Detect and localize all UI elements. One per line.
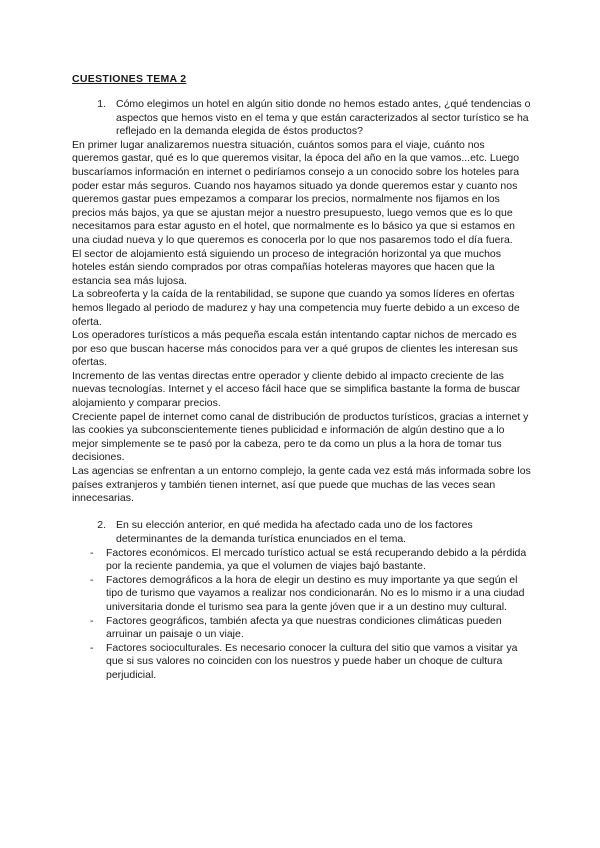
answer-1-paragraph: La sobreoferta y la caída de la rentabilidad, se supone que cuando ya somos líderes en ofertas hemos llegado al periodo de madurez y hay una competencia muy fuerte debido a un exceso de oferta. (72, 288, 520, 328)
question-2-text: En su elección anterior, en qué medida ha afectado cada uno de los factores determinantes de la demanda turística enunciados en el tema. (116, 519, 473, 545)
question-1-number: 1. (97, 98, 106, 110)
list-item-text: Factores socioculturales. Es necesario conocer la cultura del sitio que vamos a visitar ya que si sus valores no coinciden con los nuestros y puede haber un choque de cultura perjudicial. (106, 641, 518, 681)
answer-1-paragraph: El sector de alojamiento está siguiendo un proceso de integración horizontal ya que muchos hoteles están siendo comprados por otras compañías hoteleras mayores que hacen que la estancia sea más lujosa. (72, 247, 502, 287)
question-1 (72, 98, 532, 139)
bullet-marker: - (90, 573, 94, 586)
answer-1-paragraph: Creciente papel de internet como canal de distribución de productos turísticos, gracias a internet y las cookies ya subconscientemente tienes publicidad e información de algún destino que a lo mejor simplemente se te pasó por la cabeza, pero te da como un plus a la hora de tomar tus decisiones. (72, 410, 529, 464)
list-item-text: Factores geográficos, también afecta ya que nuestras condiciones climáticas pueden arruinar un paisaje o un viaje. (106, 614, 502, 641)
list-item (72, 642, 532, 683)
bullet-marker: - (90, 614, 94, 627)
bullet-marker: - (90, 546, 94, 559)
list-item (72, 547, 532, 574)
spacer (72, 506, 532, 520)
list-item-text: Factores económicos. El mercado turístico actual se está recuperando debido a la pérdida por la reciente pandemia, ya que el volumen de viajes bajó bastante. (106, 546, 527, 573)
document-title: CUESTIONES TEMA 2 (72, 73, 187, 85)
list-item (72, 615, 532, 642)
list-item-text: Factores demográficos a la hora de elegir un destino es muy importante ya que según el tipo de turismo que vayamos a realizar nos condicionarán. No es lo mismo ir a una ciudad universitaria donde el turismo sea para la gente jóven que ir a un destino muy cultural. (106, 573, 525, 613)
question-1-text: Cómo elegimos un hotel en algún sitio donde no hemos estado antes, ¿qué tendencias o aspectos que hemos visto en el tema y que están caracterizados al sector turístico se ha reflejado en la demanda elegida de éstos productos? (116, 98, 531, 138)
answer-1-paragraph: Las agencias se enfrentan a un entorno complejo, la gente cada vez está más informada sobre los países extranjeros y también tienen internet, así que puede que muchas de las veces sean innecesarias. (72, 465, 531, 505)
answer-1-paragraph: En primer lugar analizaremos nuestra situación, cuántos somos para el viaje, cuánto nos queremos gastar, qué es lo que queremos visitar, la época del año en la que vamos...etc. Luego buscaríamos información en internet o pediríamos consejo a un conocido sobre los hoteles para poder estar más seguros. Cuando nos hayamos situado ya donde queremos estar y cuanto nos queremos gastar pues empezamos a comparar los precios, normalmente nos fijamos en los precios más bajos, ya que se ajustan mejor a nuestro presupuesto, luego vemos que es lo que necesitamos para estar agusto en el hotel, que normalmente es lo básico ya que si estamos en una ciudad nueva y lo que queremos es conocerla por lo que nos pasaremos todo el día fuera. (72, 138, 520, 246)
document-page (72, 72, 532, 683)
question-2-number: 2. (97, 519, 106, 532)
answer-1-paragraph: Incremento de las ventas directas entre operador y cliente debido al impacto creciente de las nuevas tecnologías. Internet y el acceso fácil hace que se simplifica bastante la forma de buscar alojamiento y comparar precios. (72, 369, 521, 410)
question-2 (72, 519, 532, 546)
answer-1-paragraph: Los operadores turísticos a más pequeña escala están intentando captar nichos de mercado es por eso que buscan hacerse más conocidos para ver a qué grupos de clientes les interesan sus ofertas. (72, 329, 518, 369)
list-item (72, 574, 532, 615)
bullet-marker: - (90, 641, 94, 654)
